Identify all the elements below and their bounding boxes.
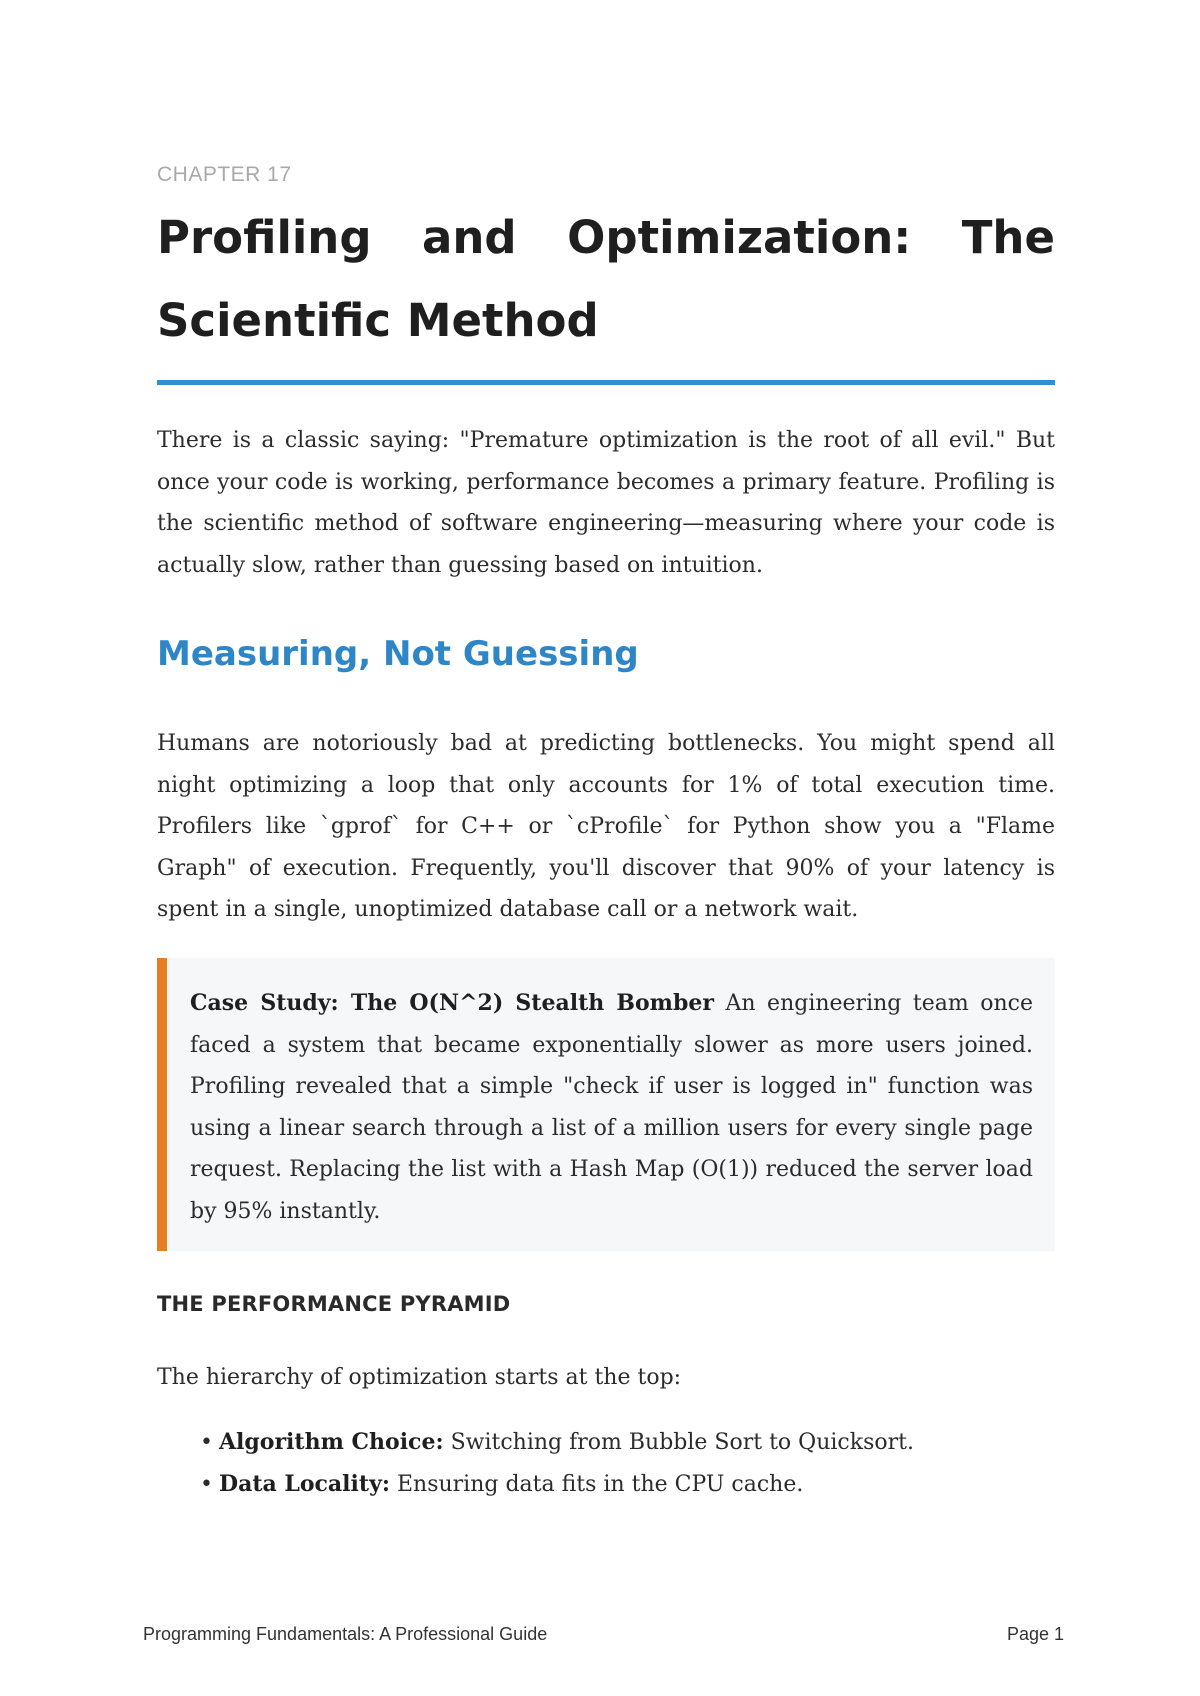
case-study-callout <box>157 958 1055 1251</box>
title-divider <box>157 380 1055 385</box>
callout-title: Case Study: The O(N^2) Stealth Bomber <box>190 990 714 1016</box>
footer-book-title: Programming Fundamentals: A Professional Guide <box>143 1624 548 1644</box>
page-title: Profiling and Optimization: The Scientific Method <box>157 211 1055 347</box>
intro-paragraph: There is a classic saying: "Premature optimization is the root of all evil." But once your code is working, performance becomes a primary feature. Profiling is the scientific method of software engineering—measuring where your code is actually slow, rather than guessing based on intuition. <box>157 428 1055 578</box>
callout-body: An engineering team once faced a system that became exponentially slower as more users joined. Profiling revealed that a simple "check if user is logged in" function was using a linear search through a list of a million users for every single page request. Replacing the list with a Hash Map (O(1)) reduced the server load by 95% instantly. <box>190 991 1033 1224</box>
pyramid-list <box>200 1422 914 1505</box>
list-item-text: Switching from Bubble Sort to Quicksort. <box>450 1430 914 1455</box>
section-paragraph: Humans are notoriously bad at predicting bottlenecks. You might spend all night optimizing a loop that only accounts for 1% of total execution time. Profilers like `gprof` for C++ or `cProfile` for Python show you a "Flame Graph" of execution. Frequently, you'll discover that 90% of your latency is spent in a single, unoptimized database call or a network wait. <box>157 731 1055 922</box>
section-heading: Measuring, Not Guessing <box>157 634 639 674</box>
callout-accent-bar <box>157 958 167 1251</box>
list-item-label: Algorithm Choice: <box>218 1429 444 1455</box>
list-item <box>200 1422 914 1464</box>
list-item <box>200 1464 914 1506</box>
chapter-label: CHAPTER 17 <box>157 163 292 186</box>
bullet-icon: • <box>200 1471 213 1497</box>
bullet-icon: • <box>200 1430 213 1455</box>
footer-page-number: Page 1 <box>1006 1624 1064 1644</box>
list-item-text: Ensuring data fits in the CPU cache. <box>396 1471 804 1497</box>
pyramid-lead: The hierarchy of optimization starts at the top: <box>157 1365 682 1390</box>
pyramid-heading: THE PERFORMANCE PYRAMID <box>157 1292 511 1316</box>
callout-text <box>190 983 1033 1232</box>
list-item-label: Data Locality: <box>218 1470 390 1497</box>
